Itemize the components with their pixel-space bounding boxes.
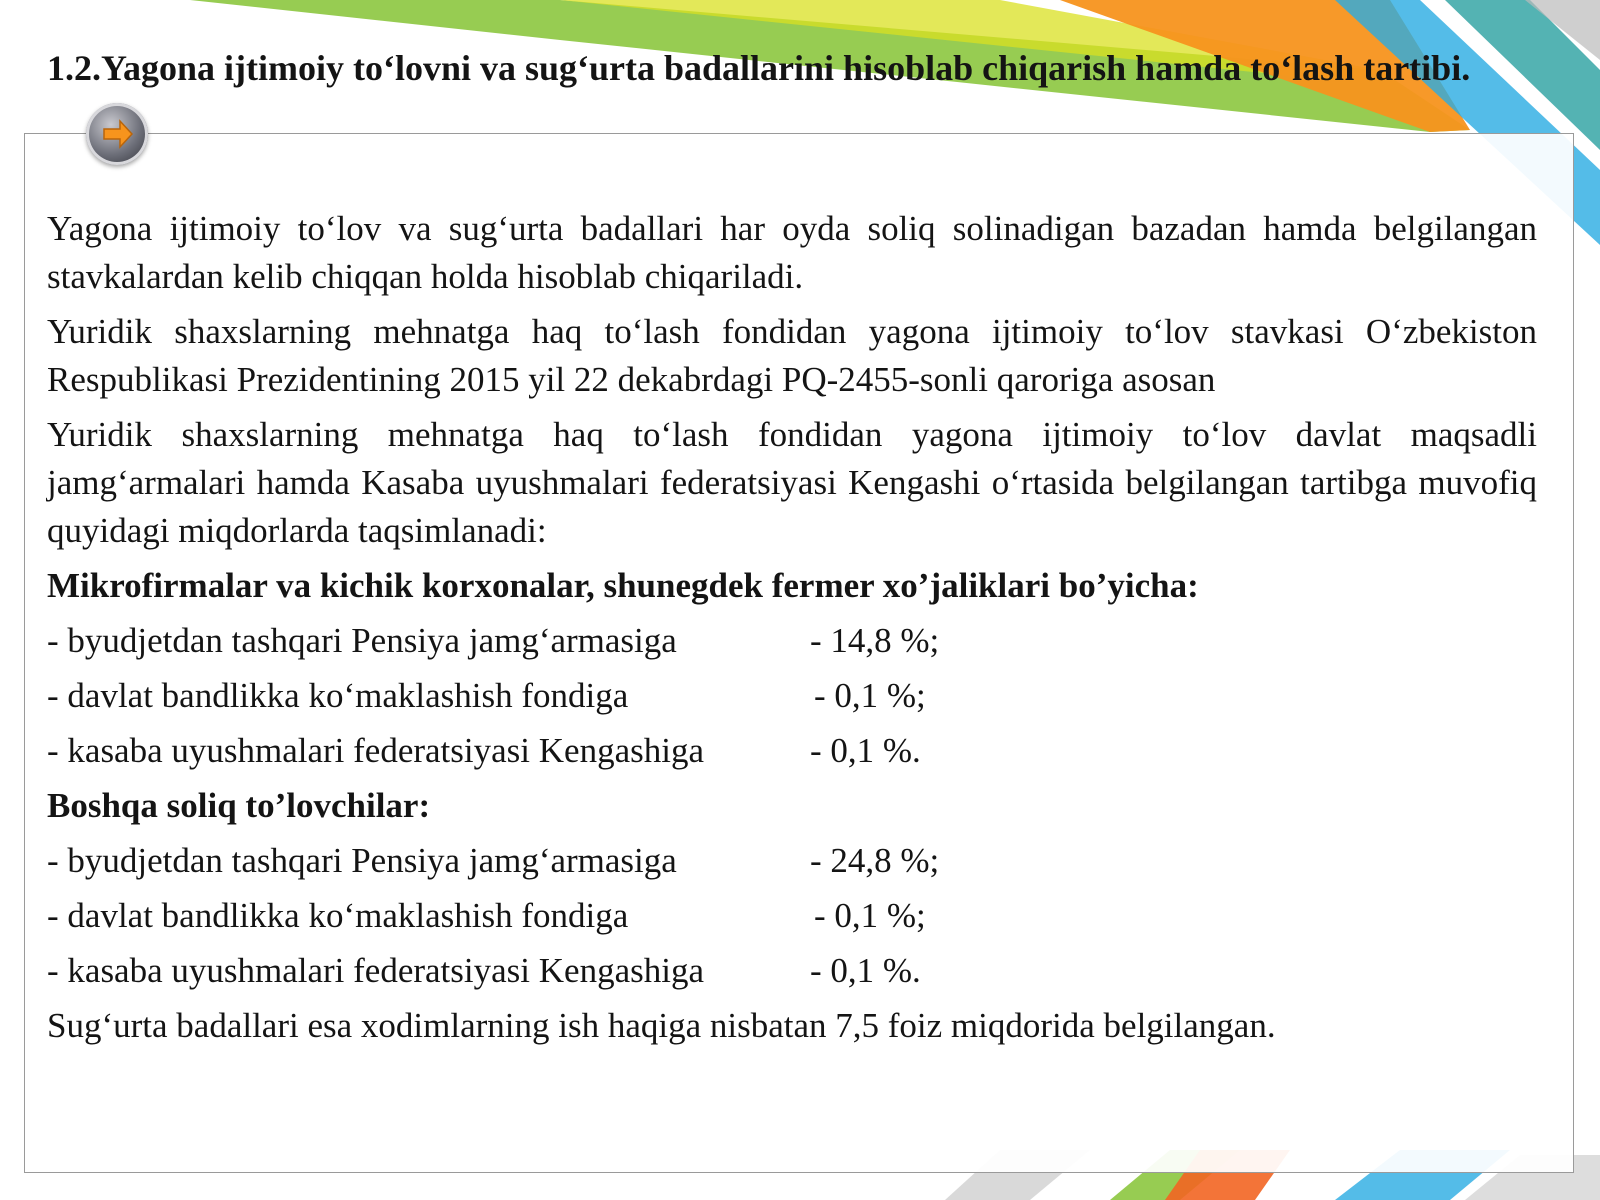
paragraph-1: Yagona ijtimoiy to‘lov va sug‘urta badallari har oyda soliq solinadigan bazadan hamda belgilangan stavkalardan kelib chiqqan holda hisoblab chiqariladi. — [47, 209, 1537, 296]
item-value: - 0,1 %; — [814, 896, 926, 935]
paragraph-2: Yuridik shaxslarning mehnatga haq to‘lash fondidan yagona ijtimoiy to‘lov stavkasi O‘zbekiston Respublikasi Prezidentining 2015 yil 22 dekabrdagi PQ-2455-sonli qaroriga asosan — [47, 312, 1537, 399]
item-label: - byudjetdan tashqari Pensiya jamg‘armasiga — [47, 841, 677, 880]
item-label: - kasaba uyushmalari federatsiyasi Kengashiga — [47, 951, 704, 990]
nav-arrow-button[interactable] — [86, 103, 148, 165]
closing-paragraph: Sug‘urta badallari esa xodimlarning ish haqiga nisbatan 7,5 foiz miqdorida belgilangan. — [47, 1006, 1276, 1045]
item-value: - 0,1 %. — [810, 731, 921, 770]
item-value: - 14,8 %; — [810, 621, 940, 660]
list-item — [47, 727, 1537, 775]
slide-body — [47, 205, 1537, 1050]
group-heading-other-taxpayers: Boshqa soliq to’lovchilar: — [47, 786, 431, 825]
item-value: - 0,1 %; — [814, 676, 926, 715]
slide-title: 1.2.Yagona ijtimoiy to‘lovni va sug‘urta badallarini hisoblab chiqarish hamda to‘lash tartibi. — [47, 48, 1471, 88]
arrow-right-icon — [86, 103, 148, 165]
list-item — [47, 837, 1537, 885]
item-label: - davlat bandlikka ko‘maklashish fondiga — [47, 896, 629, 935]
item-label: - byudjetdan tashqari Pensiya jamg‘armasiga — [47, 621, 677, 660]
item-value: - 24,8 %; — [810, 841, 940, 880]
list-item — [47, 672, 1537, 720]
list-item — [47, 617, 1537, 665]
item-label: - davlat bandlikka ko‘maklashish fondiga — [47, 676, 629, 715]
item-label: - kasaba uyushmalari federatsiyasi Kengashiga — [47, 731, 704, 770]
item-value: - 0,1 %. — [810, 951, 921, 990]
list-item — [47, 892, 1537, 940]
group-heading-small-business: Mikrofirmalar va kichik korxonalar, shunegdek fermer xo’jaliklari bo’yicha: — [47, 566, 1199, 605]
list-item — [47, 947, 1537, 995]
paragraph-3: Yuridik shaxslarning mehnatga haq to‘lash fondidan yagona ijtimoiy to‘lov davlat maqsadli jamg‘armalari hamda Kasaba uyushmalari federatsiyasi Kengashi o‘rtasida belgilangan tartibga muvofiq quyidagi miqdorlarda taqsimlanadi: — [47, 415, 1537, 550]
